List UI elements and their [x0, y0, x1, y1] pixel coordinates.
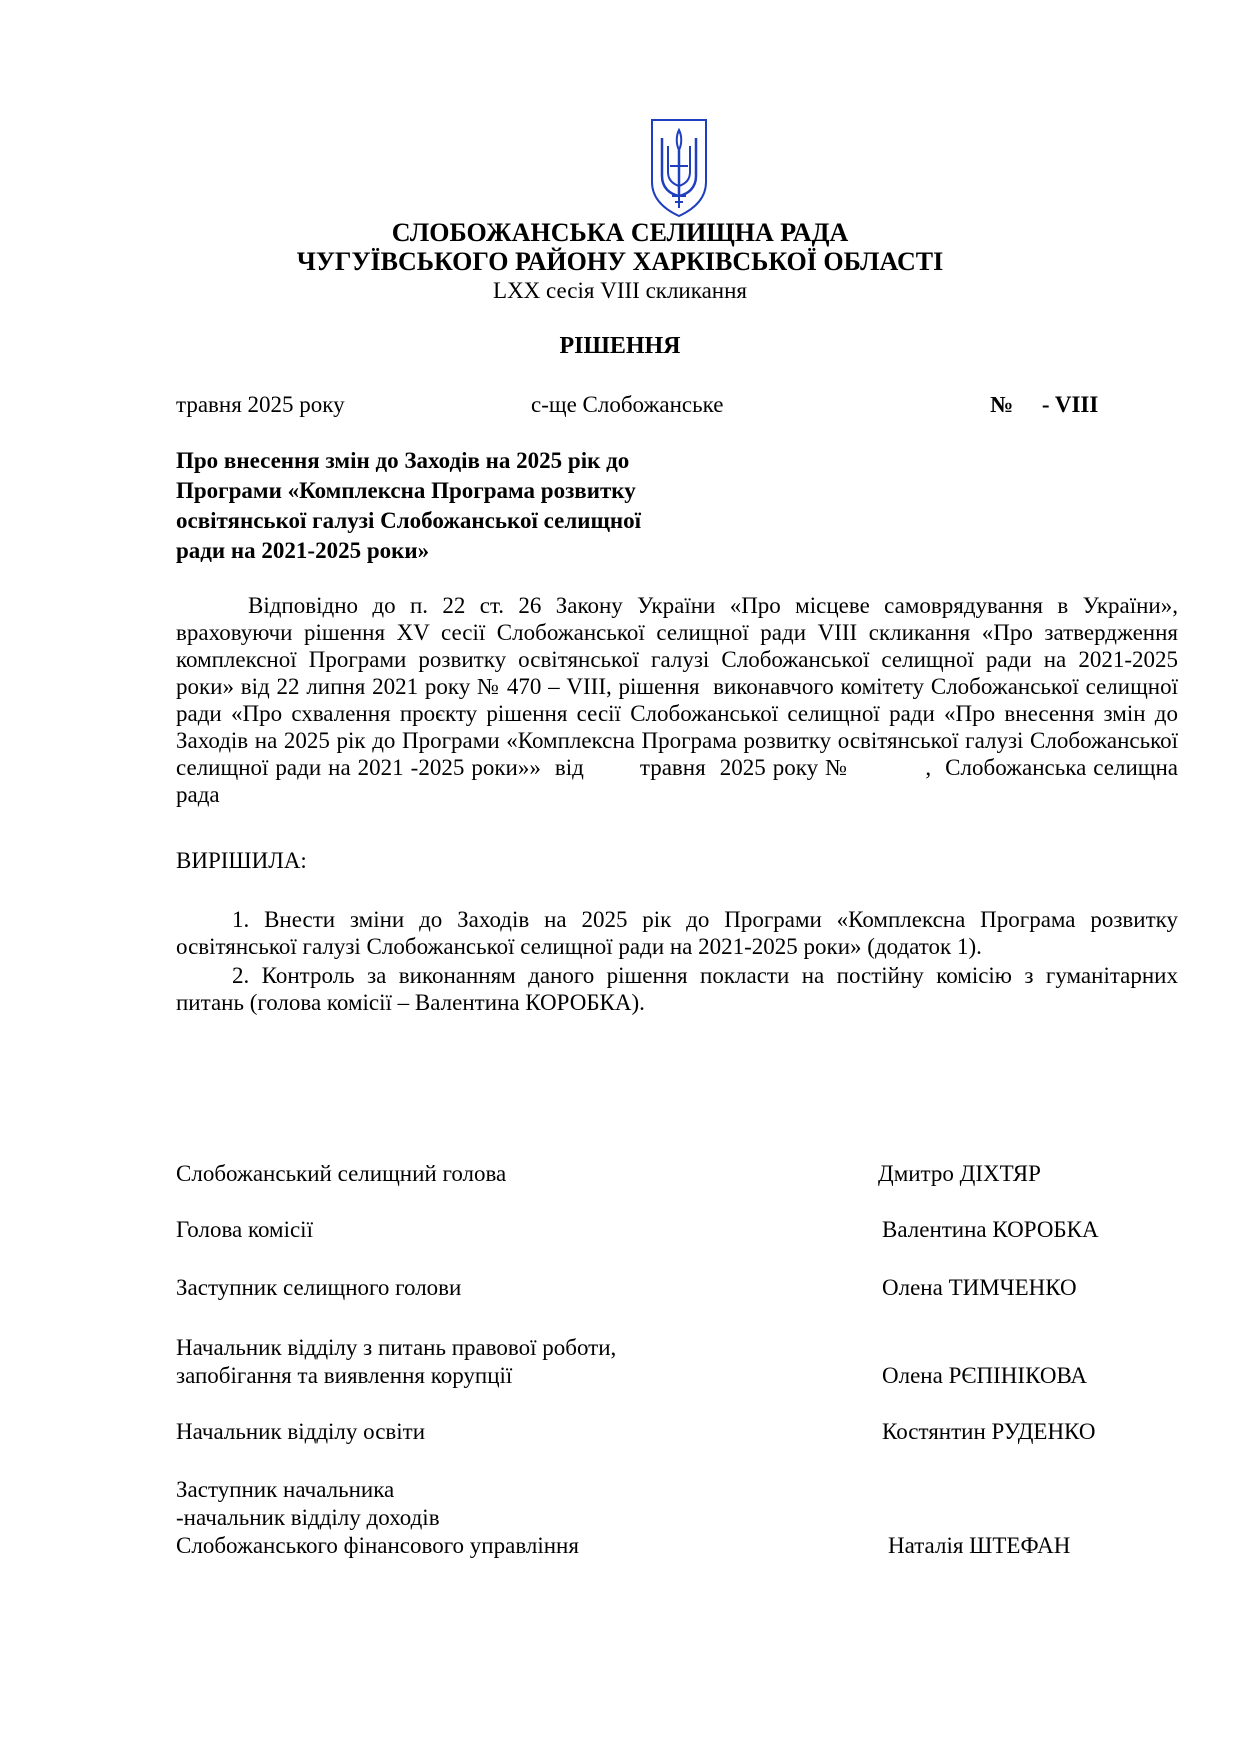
document-type: РІШЕННЯ [559, 333, 681, 359]
coat-of-arms-icon [648, 116, 710, 218]
session-line: LXX сесія VIII скликання [493, 278, 747, 303]
signature-position: Голова комісії [176, 1217, 313, 1242]
preamble-paragraph: Відповідно до п. 22 ст. 26 Закону України «Про місцеве самоврядування в України», враховуючи рішення XV сесії Слобожанської селищної ради VIII скликання «Про затвердження комплексної Програми розвитку освітянської галузі Слобожанської селищної ради на 2021-2025 роки» від 22 липня 2021 року № 470 – VIII, рішення виконавчого комітету Слобожанської селищної ради «Про схвалення проєкту рішення сесії Слобожанської селищної ради «Про внесення змін до Заходів на 2025 рік до Програми «Комплексна Програма розвитку освітянської галузі Слобожанської селищної ради на 2021 -2025 роки»» від травня 2025 року № , Слобожанська селищна рада [176, 593, 1190, 807]
signature-position: Слобожанський селищний голова [176, 1161, 507, 1186]
decision-place: с-ще Слобожанське [531, 392, 724, 417]
signature-name: Наталія ШТЕФАН [888, 1533, 1071, 1558]
decision-subject [176, 446, 696, 566]
signature-row [176, 1334, 1136, 1390]
district-name: ЧУГУЇВСЬКОГО РАЙОНУ ХАРКІВСЬКОЇ ОБЛАСТІ [296, 247, 944, 276]
signature-name: Костянтин РУДЕНКО [882, 1419, 1096, 1444]
signature-position [176, 1334, 616, 1390]
signature-row [176, 1274, 1136, 1302]
decision-date: травня 2025 року [176, 392, 345, 417]
signature-name: Олена ТИМЧЕНКО [882, 1275, 1077, 1300]
signature-name: Олена РЄПІНІКОВА [882, 1363, 1087, 1388]
signature-position-line: Слобожанського фінансового управління [176, 1533, 579, 1558]
signature-row [176, 1418, 1136, 1446]
subject-line: Про внесення змін до Заходів на 2025 рік до [176, 448, 630, 473]
signature-name: Валентина КОРОБКА [882, 1217, 1099, 1242]
signature-position-line: запобігання та виявлення корупції [176, 1363, 513, 1388]
subject-line: Програми «Комплексна Програма розвитку [176, 478, 636, 503]
decision-item: 2. Контроль за виконанням даного рішення покласти на постійну комісію з гуманітарних питань (голова комісії – Валентина КОРОБКА). [176, 963, 1178, 1015]
signature-row [176, 1160, 1136, 1188]
decision-number: № - VIII [990, 392, 1099, 417]
signature-name: Дмитро ДІХТЯР [878, 1161, 1041, 1186]
decided-label: ВИРІШИЛА: [176, 848, 307, 873]
subject-line: освітянської галузі Слобожанської селищної [176, 508, 642, 533]
signature-position-line: Заступник начальника [176, 1477, 395, 1502]
signature-position-line: Начальник відділу з питань правової роботи, [176, 1335, 617, 1360]
signature-row [176, 1476, 1136, 1560]
signature-position [176, 1476, 579, 1560]
signature-row [176, 1216, 1136, 1244]
subject-line: ради на 2021-2025 роки» [176, 538, 430, 563]
signature-position-line: -начальник відділу доходів [176, 1505, 440, 1530]
signature-position: Начальник відділу освіти [176, 1419, 426, 1444]
council-name: СЛОБОЖАНСЬКА СЕЛИЩНА РАДА [391, 218, 849, 247]
decision-item: 1. Внести зміни до Заходів на 2025 рік до Програми «Комплексна Програма розвитку освітянської галузі Слобожанської селищної ради на 2021-2025 роки» (додаток 1). [176, 907, 1178, 959]
signature-position: Заступник селищного голови [176, 1275, 462, 1300]
